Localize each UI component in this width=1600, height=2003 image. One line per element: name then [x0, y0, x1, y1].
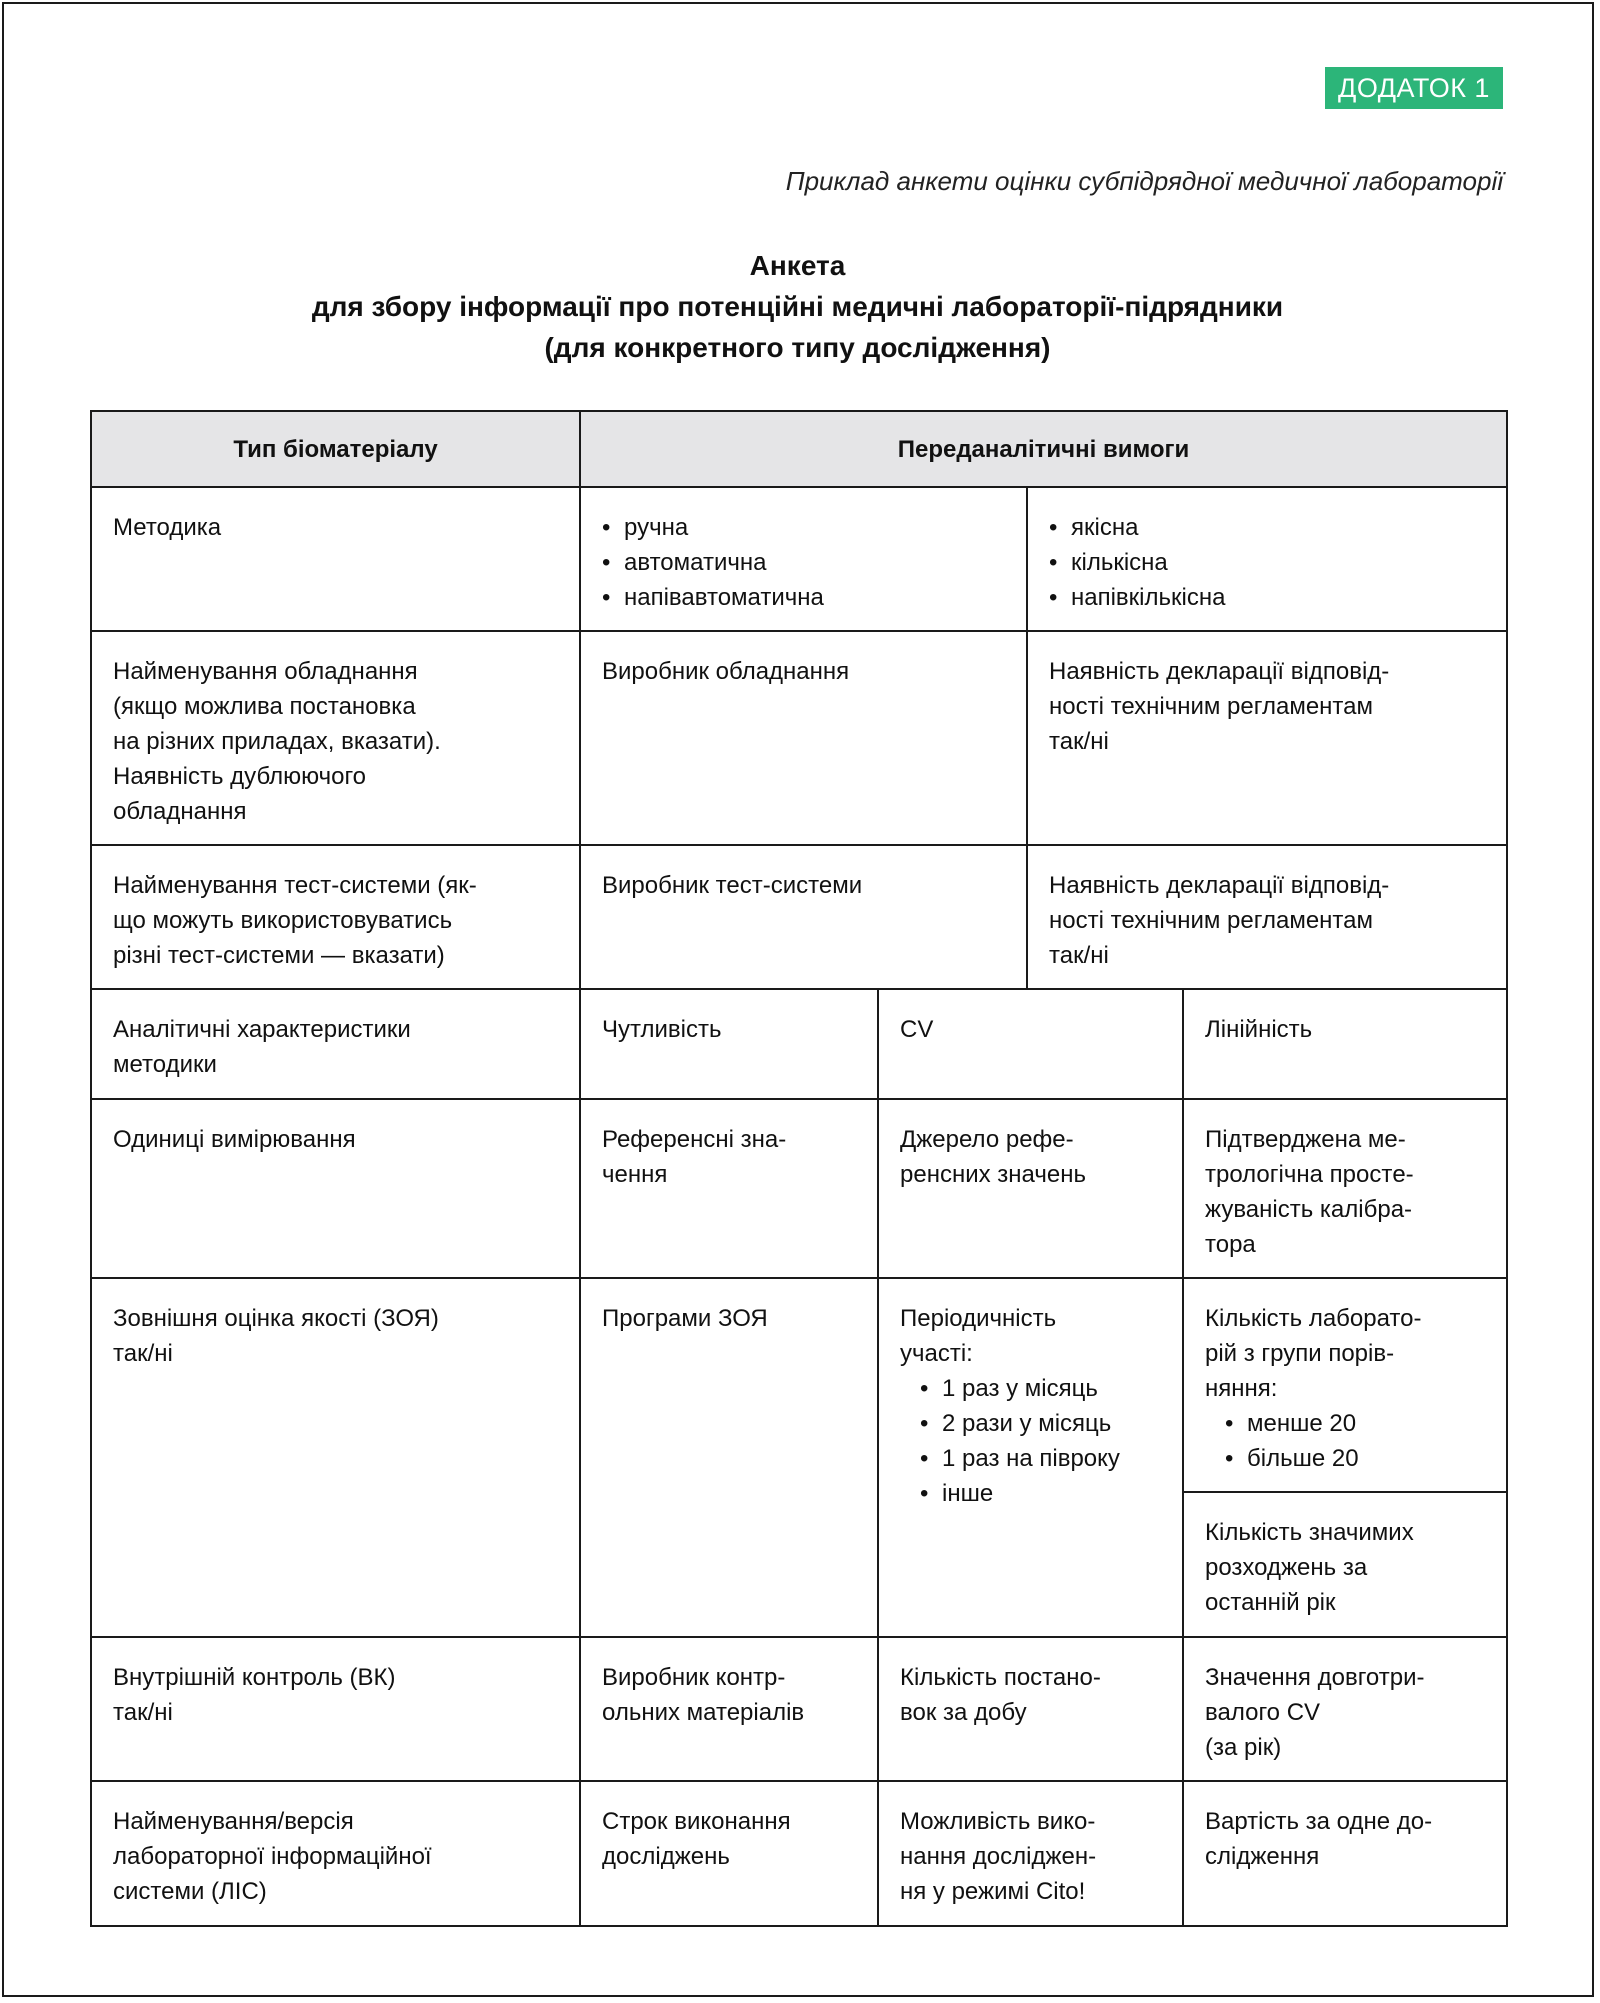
test-system-label: Найменування тест-системи (як- що можуть використовуватись різні тест-системи — вказати) — [91, 845, 580, 989]
table-row-eqa — [91, 1278, 1507, 1492]
analytics-cv: CV — [878, 989, 1183, 1099]
lis-cito: Можливість вико- нання дослiджен- ня у режимі Cito! — [878, 1781, 1183, 1926]
list-item: • напівкількісна — [1049, 580, 1486, 615]
iqc-label: Внутрішній контроль (ВК) так/ні — [91, 1637, 580, 1781]
eqa-discrepancies: Кількість значимих розходжень за останній рік — [1183, 1492, 1507, 1637]
method-types-cell — [580, 487, 1027, 631]
table-row-units — [91, 1099, 1507, 1278]
appendix-badge: ДОДАТОК 1 — [1325, 67, 1503, 109]
header-biomaterial-type: Тип біоматеріалу — [91, 411, 580, 487]
list-item: • інше — [920, 1476, 1162, 1511]
eqa-labs-count-label: Кількість лаборато- рій з групи порів- няння: — [1205, 1305, 1422, 1402]
table-header-row — [91, 411, 1507, 487]
method-kinds-cell — [1027, 487, 1507, 631]
list-item: • напівавтоматична — [602, 580, 1006, 615]
list-item: • автоматична — [602, 545, 1006, 580]
eqa-programs: Програми ЗОЯ — [580, 1278, 878, 1637]
iqc-runs: Кількість постано- вок за добу — [878, 1637, 1183, 1781]
method-label: Методика — [91, 487, 580, 631]
questionnaire-table — [90, 410, 1508, 1927]
title-line-2: для збору інформації про потенційні медичні лабораторії-підрядники — [311, 291, 1284, 322]
equipment-maker: Виробник обладнання — [580, 631, 1027, 845]
equipment-declaration: Наявність декларації відповід- ності технічним регламентам так/ні — [1027, 631, 1507, 845]
list-item: • ручна — [602, 510, 1006, 545]
eqa-periodicity-label: Періодичність участі: — [900, 1305, 1057, 1367]
test-system-declaration: Наявність декларації відповід- ності технічним регламентам так/ні — [1027, 845, 1507, 989]
units-source: Джерело рефе- ренсних значень — [878, 1099, 1183, 1278]
analytics-label: Аналітичні характеристики методики — [91, 989, 580, 1099]
table-row-analytics — [91, 989, 1507, 1099]
list-item: • 2 рази у місяць — [920, 1406, 1162, 1441]
equipment-label: Найменування обладнання (якщо можлива постановка на різних приладах, вказати). Наявність дублюючого обладнання — [91, 631, 580, 845]
document-subtitle: Приклад анкети оцінки субпідрядної медичної лабораторії — [785, 166, 1503, 196]
iqc-maker: Виробник контр- ольних матеріалів — [580, 1637, 878, 1781]
table-row-method — [91, 487, 1507, 631]
table-row-test-system — [91, 845, 1507, 989]
eqa-labs-count-cell — [1183, 1278, 1507, 1492]
table-row-iqc — [91, 1637, 1507, 1781]
table-row-lis — [91, 1781, 1507, 1926]
analytics-linearity: Лінійність — [1183, 989, 1507, 1099]
header-preanalytical-requirements: Переданалітичні вимоги — [580, 411, 1507, 487]
analytics-sensitivity: Чутливість — [580, 989, 878, 1099]
units-reference: Референсні зна- чення — [580, 1099, 878, 1278]
test-system-maker: Виробник тест-системи — [580, 845, 1027, 989]
list-item: • більше 20 — [1225, 1441, 1486, 1476]
list-item: • якісна — [1049, 510, 1486, 545]
list-item: • кількісна — [1049, 545, 1486, 580]
units-traceability: Підтверджена ме- трологічна простe- жуваність калібра- тора — [1183, 1099, 1507, 1278]
method-types-list — [602, 510, 1006, 615]
eqa-label: Зовнішня оцінка якості (ЗОЯ) так/ні — [91, 1278, 580, 1637]
document-title — [90, 245, 1505, 368]
title-line-1: Анкета — [749, 250, 846, 281]
lis-label: Найменування/версія лабораторної інформаційної системи (ЛІС) — [91, 1781, 580, 1926]
title-line-3: (для конкретного типу дослідження) — [544, 332, 1051, 363]
eqa-periodicity-list — [900, 1371, 1162, 1511]
method-kinds-list — [1049, 510, 1486, 615]
iqc-long-cv: Значення довготри- валого CV (за рік) — [1183, 1637, 1507, 1781]
list-item: • 1 раз у місяць — [920, 1371, 1162, 1406]
lis-term: Строк виконання досліджень — [580, 1781, 878, 1926]
list-item: • 1 раз на півроку — [920, 1441, 1162, 1476]
units-label: Одиниці вимірювання — [91, 1099, 580, 1278]
eqa-periodicity-cell — [878, 1278, 1183, 1637]
list-item: • менше 20 — [1225, 1406, 1486, 1441]
table-row-equipment — [91, 631, 1507, 845]
lis-cost: Вартість за одне до- слідження — [1183, 1781, 1507, 1926]
eqa-labs-count-list — [1205, 1406, 1486, 1476]
